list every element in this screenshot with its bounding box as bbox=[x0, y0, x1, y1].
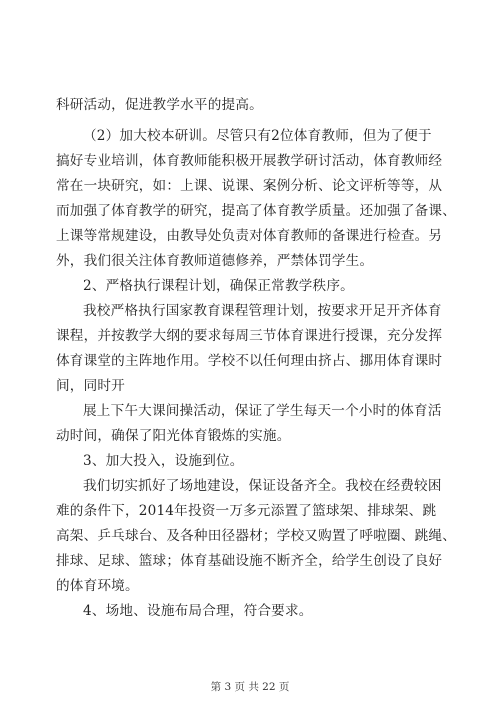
text-line: 外，我们很关注体育教师道德修养，严禁体罚学生。 bbox=[56, 253, 374, 269]
section-heading: 4、场地、设施布局合理，符合要求。 bbox=[83, 603, 313, 619]
text-line: 排球、足球、篮球；体育基础设施不断齐全，给学生创设了良好 bbox=[56, 553, 443, 569]
text-line: 科研活动，促进教学水平的提高。 bbox=[56, 97, 263, 113]
text-line: （2）加大校本研训。尽管只有2位体育教师，但为了便于 bbox=[83, 128, 432, 144]
text-line: 课程，并按教学大纲的要求每周三节体育课进行授课，充分发挥 bbox=[56, 328, 443, 344]
text-line: 动时间，确保了阳光体育锻炼的实施。 bbox=[56, 428, 291, 444]
section-heading: 2、严格执行课程计划，确保正常教学秩序。 bbox=[83, 278, 354, 294]
text-line: 上课等常规建设，由教导处负责对体育教师的备课进行检查。另 bbox=[56, 228, 443, 244]
section-heading: 3、加大投入，设施到位。 bbox=[83, 453, 244, 469]
text-line: 常在一块研究，如：上课、说课、案例分析、论文评析等等，从 bbox=[56, 178, 443, 194]
text-line: 搞好专业培训，体育教师能积极开展教学研讨活动，体育教师经 bbox=[56, 153, 443, 169]
text-line: 间，同时开 bbox=[56, 378, 125, 394]
text-line: 而加强了体育教学的研究，提高了体育教学质量。还加强了备课、 bbox=[56, 203, 457, 219]
text-line: 我们切实抓好了场地建设，保证设备齐全。我校在经费较困 bbox=[83, 478, 442, 494]
text-line: 高架、乒乓球台、及各种田径器材；学校又购置了呼啦圈、跳绳、 bbox=[56, 528, 457, 544]
text-line: 展上下午大课间操活动，保证了学生每天一个小时的体育活 bbox=[83, 403, 442, 419]
text-line: 的体育环境。 bbox=[56, 578, 139, 594]
text-line: 我校严格执行国家教育课程管理计划，按要求开足开齐体育 bbox=[83, 303, 442, 319]
text-line: 难的条件下，2014年投资一万多元添置了篮球架、排球架、跳 bbox=[56, 503, 437, 519]
page-footer: 第 3 页 共 22 页 bbox=[210, 681, 290, 693]
text-line: 体育课堂的主阵地作用。学校不以任何理由挤占、挪用体育课时 bbox=[56, 353, 443, 369]
